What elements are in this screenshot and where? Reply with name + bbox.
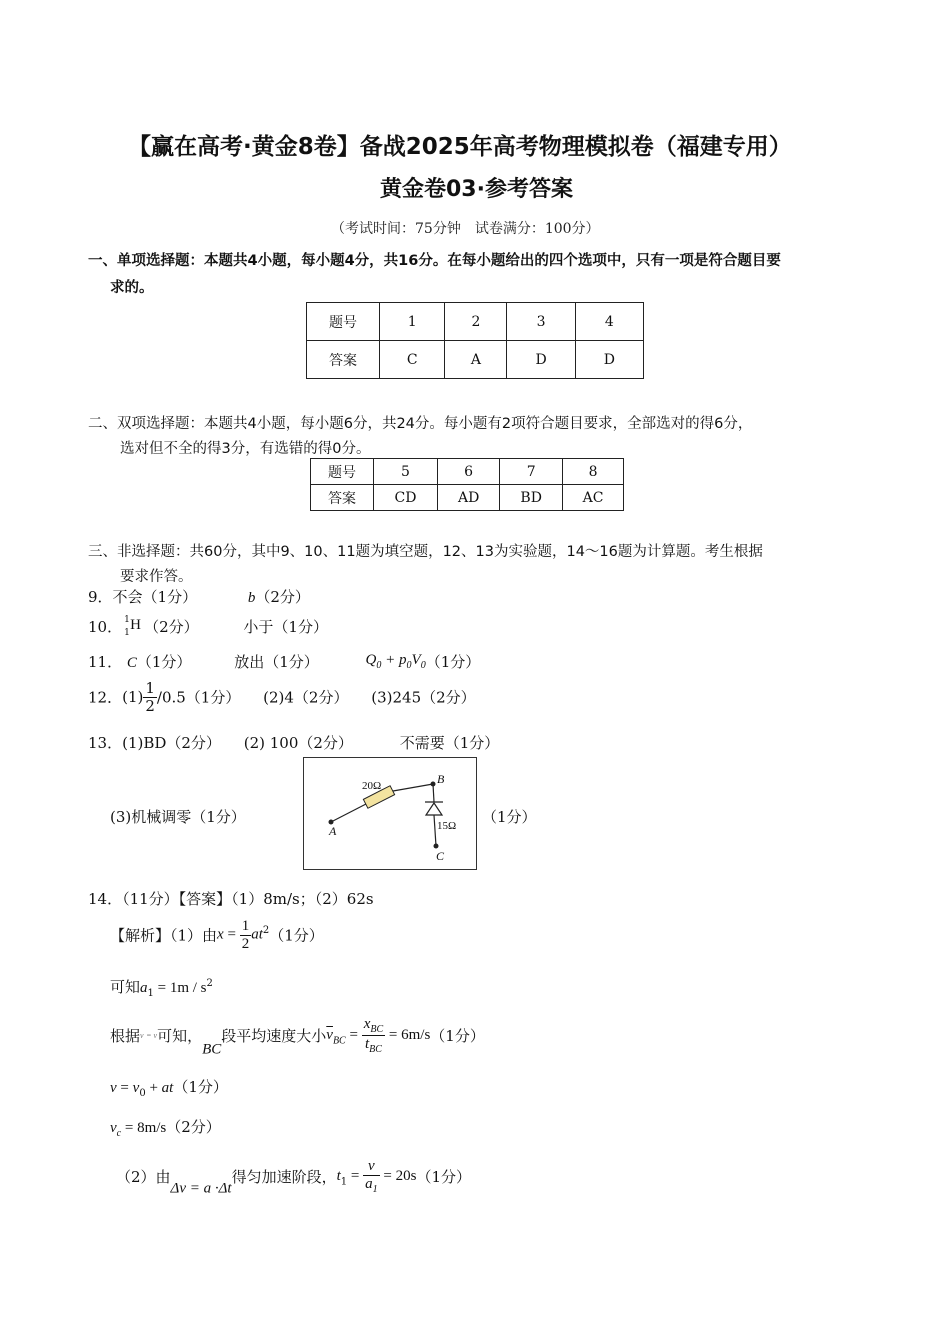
formula-sub: 0: [376, 660, 382, 671]
subscript: 1: [372, 1183, 378, 1195]
inline-formula-small: [140, 1031, 157, 1040]
table-cell: 7: [500, 459, 563, 485]
equals: =: [345, 1027, 362, 1043]
answer-11b: 放出（1分）: [234, 653, 319, 671]
subscript: c: [116, 1128, 122, 1139]
answer-13c-points: （1分）: [482, 808, 537, 826]
points: （1分）: [430, 1027, 485, 1045]
formula-sub: 0: [420, 660, 426, 671]
fraction-numerator: 1: [145, 679, 155, 697]
table-cell: BD: [500, 485, 563, 511]
circuit-diagram: [303, 757, 477, 870]
formula-p: p: [399, 652, 407, 668]
solution-text: 可知，: [157, 1027, 203, 1045]
exponent: 2: [262, 925, 270, 936]
answer-12b: (2)4（2分）: [263, 688, 349, 707]
table-cell: AC: [563, 485, 624, 511]
answer-11c-formula: [365, 652, 426, 671]
table-cell: A: [445, 341, 507, 379]
value: = 1m / s: [153, 980, 207, 996]
solution-text: 段平均速度大小: [221, 1027, 327, 1045]
fraction: [363, 1158, 380, 1195]
answer-12c: (3)245（2分）: [371, 688, 476, 707]
formula-q: Q: [365, 652, 377, 668]
table-cell: 题号: [307, 303, 380, 341]
fraction-numerator: v: [363, 1158, 380, 1176]
solution-line-2: [110, 976, 213, 999]
fraction-numerator: 1: [241, 918, 250, 934]
exam-meta: （考试时间：75分钟 试卷满分：100分）: [331, 221, 600, 237]
answer-10: [88, 616, 328, 637]
answer-12a: /0.5（1分）: [156, 688, 241, 707]
solution-text: 根据: [110, 1027, 141, 1045]
answer-13b-extra: 不需要（1分）: [399, 734, 500, 752]
subscript: BC: [370, 1024, 384, 1035]
question-number: 11．: [88, 653, 123, 671]
resistor-label: 20Ω: [362, 780, 382, 792]
table-cell: D: [507, 341, 575, 379]
answer-13c: (3)机械调零（1分）: [110, 808, 246, 826]
question-number: 9．: [88, 588, 113, 606]
var-v: v: [140, 1031, 144, 1040]
answer-9b-points: （2分）: [255, 588, 310, 606]
point-a-label: A: [329, 824, 337, 838]
points: （1分）: [269, 926, 324, 945]
var-v: v: [110, 1120, 117, 1136]
value: = 20s: [379, 1167, 417, 1184]
var-v: = v: [146, 1031, 158, 1040]
formula-plus: +: [381, 652, 400, 668]
points: （1分）: [416, 1167, 471, 1186]
section1-heading: 一、单项选择题：本题共4小题，每小题4分，共16分。在每小题给出的四个选项中，只有一项是符合题目要: [88, 253, 781, 269]
points: （2分）: [166, 1118, 221, 1136]
answer-13: [88, 732, 499, 753]
solution-text: 【解析】（1）由: [110, 926, 218, 945]
point-b-label: B: [437, 772, 445, 786]
answer-13b: (2) 100（2分）: [243, 734, 353, 752]
section2-heading-cont: 选对但不全的得3分，有选错的得0分。: [120, 441, 371, 457]
solution-line-1: [110, 918, 324, 952]
section2-answer-table: [310, 458, 624, 511]
point-c-label: C: [436, 849, 445, 863]
table-cell: 3: [507, 303, 575, 341]
subscript: 1: [340, 1176, 348, 1188]
subscript: BC: [369, 1044, 382, 1055]
value: = 8m/s: [121, 1120, 167, 1136]
page-subtitle: 黄金卷03·参考答案: [380, 177, 573, 202]
solution-line-3: [110, 1016, 485, 1059]
var-at: at: [161, 1080, 174, 1096]
var-a: a: [140, 980, 148, 996]
table-cell: CD: [374, 485, 438, 511]
var-v: $\overline{v}$: [326, 1027, 333, 1043]
table-cell: C: [380, 341, 445, 379]
solution-text: 可知: [110, 978, 141, 996]
formula: Δv = a ·Δt: [170, 1180, 232, 1197]
answer-10a-points: （2分）: [144, 618, 199, 636]
table-cell: AD: [437, 485, 499, 511]
solution-text: 得匀加速阶段，: [231, 1167, 337, 1186]
section3-heading: 三、非选择题：共60分，其中9、10、11题为填空题，12、13为实验题，14～16题为计算题。考生根据: [88, 544, 763, 560]
var-v: v: [132, 1080, 140, 1096]
fraction-numerator: x: [363, 1016, 371, 1032]
table-cell: 答案: [307, 341, 380, 379]
answer-11c-points: （1分）: [425, 653, 481, 671]
value: = 6m/s: [385, 1027, 431, 1043]
var-x: x: [217, 926, 224, 943]
table-cell: 6: [437, 459, 499, 485]
table-cell: 2: [445, 303, 507, 341]
answer-10b: 小于（1分）: [243, 618, 328, 636]
solution-line-5: [110, 1116, 221, 1139]
plus: +: [145, 1080, 162, 1096]
fraction: [362, 1016, 385, 1055]
solution-line-4: [110, 1076, 228, 1099]
question-number: 13．: [88, 734, 123, 752]
formula-v: V: [411, 652, 421, 668]
section3-heading-cont: 要求作答。: [120, 569, 193, 585]
fraction: [143, 680, 157, 714]
answer-12: [88, 680, 476, 714]
equals: =: [223, 926, 240, 943]
solution-line-6: [116, 1158, 471, 1197]
answer-9b-var: b: [247, 590, 256, 606]
table-cell: 答案: [311, 485, 374, 511]
points: （1分）: [173, 1078, 228, 1096]
fraction-denominator: t: [364, 1036, 370, 1052]
solution-text: （2）由: [116, 1167, 171, 1186]
var-at: at: [251, 926, 263, 943]
wire: [331, 804, 366, 822]
table-cell: 4: [575, 303, 643, 341]
nuclide-symbol: [122, 615, 144, 638]
circuit-svg: [304, 758, 476, 869]
wire: [434, 815, 436, 846]
terminal-c: [434, 844, 439, 849]
table-cell: 1: [380, 303, 445, 341]
section1-answer-table: [306, 302, 644, 379]
diode-label: 15Ω: [437, 820, 457, 832]
subscript: 1: [147, 988, 154, 999]
nuclide-charge: 1: [124, 628, 130, 638]
table-cell: 题号: [311, 459, 374, 485]
question-number: 10．: [88, 618, 123, 636]
table-cell: 5: [374, 459, 438, 485]
fraction-denominator: 2: [241, 935, 250, 952]
terminal-b: [431, 782, 436, 787]
wire: [393, 784, 433, 791]
nuclide-element: H: [130, 617, 141, 633]
answer-9: [88, 586, 310, 607]
question-number: 12．: [88, 688, 123, 707]
table-cell: 8: [563, 459, 624, 485]
var-v: v: [110, 1080, 117, 1096]
fraction-denominator: 2: [145, 696, 155, 715]
equals: =: [347, 1167, 364, 1184]
fraction-denominator: a: [365, 1175, 373, 1192]
fraction: [240, 918, 252, 952]
wire: [433, 784, 434, 802]
diode: [426, 803, 442, 815]
answer-11: [88, 651, 480, 674]
answer-11a-var: C: [126, 655, 137, 671]
equals: =: [116, 1080, 133, 1096]
exponent: 2: [206, 978, 213, 989]
subscript: BC: [332, 1035, 346, 1047]
formula-sub: 0: [406, 660, 412, 671]
section1-heading-cont: 求的。: [110, 280, 154, 296]
section2-heading: 二、双项选择题：本题共4小题，每小题6分，共24分。每小题有2项符合题目要求，全部选对的得6分，: [88, 416, 753, 432]
nuclide-mass: 1: [124, 615, 130, 625]
subscript: 0: [139, 1088, 146, 1099]
answer-13a: (1)BD（2分）: [122, 734, 221, 752]
answer-14-heading: 14．（11分）【答案】（1）8m/s；（2）62s: [88, 890, 374, 908]
segment-bc: BC: [202, 1041, 222, 1058]
var-t: t: [336, 1167, 341, 1184]
answer-12a-label: (1): [122, 688, 144, 706]
answer-9a: 不会（1分）: [112, 588, 198, 606]
page-title: 【赢在高考·黄金8卷】备战2025年高考物理模拟卷（福建专用）: [128, 134, 792, 160]
answer-11a-points: （1分）: [136, 653, 192, 671]
table-cell: D: [575, 341, 643, 379]
